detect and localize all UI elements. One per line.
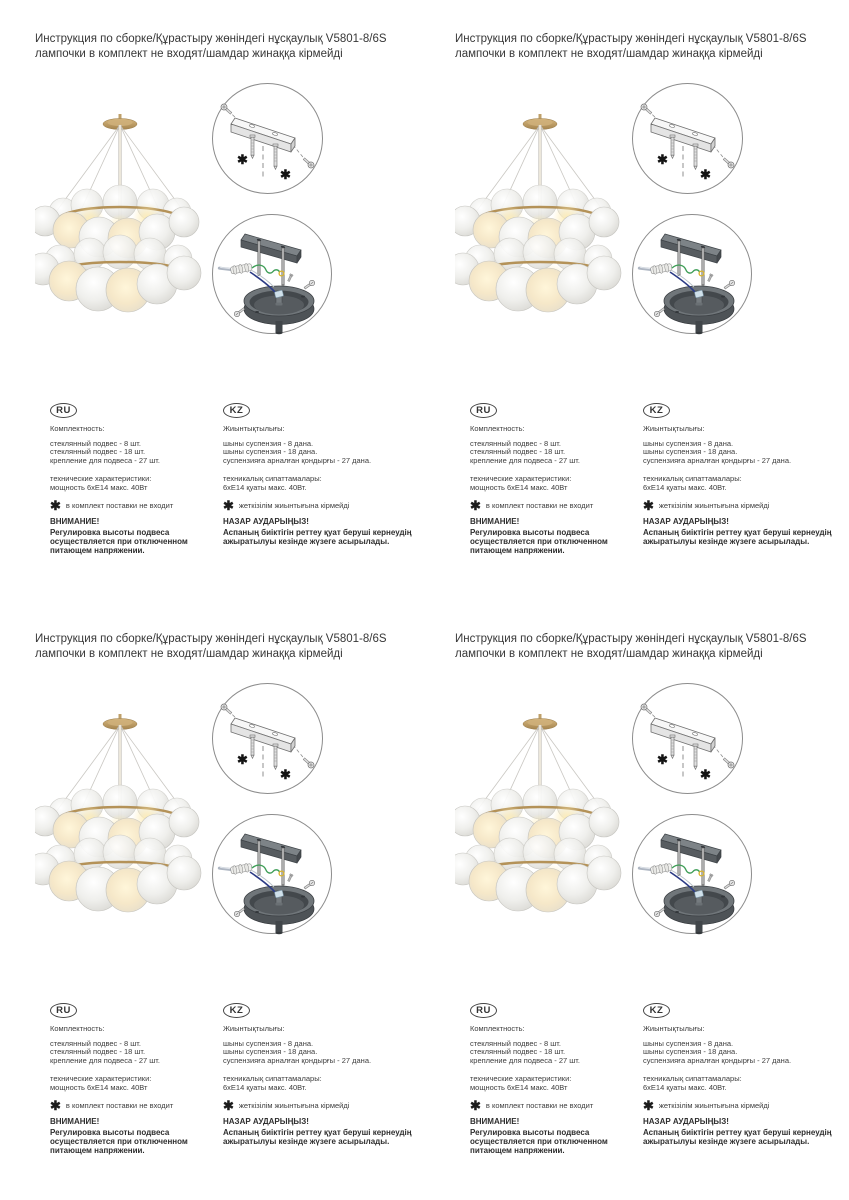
footnote-mark-icon: ✱: [643, 1098, 654, 1114]
title-line-2: лампочки в комплект не входят/шамдар жинаққа кірмейді: [455, 48, 763, 60]
kz-warning-title: НАЗАР АУДАРЫҢЫЗ!: [643, 517, 729, 527]
list-item: суспензияға арналған қондырғы - 27 дана.: [223, 1055, 372, 1065]
ru-tech-heading: технические характеристики:: [50, 474, 152, 484]
kz-tech-heading: техникалық сипаттамалары:: [643, 1074, 742, 1084]
ru-completeness-heading: Комплектность:: [470, 1024, 525, 1033]
ru-tech-line: мощность 6хЕ14 макс. 40Вт: [50, 1083, 148, 1093]
title-line-1: Инструкция по сборке/Құрастыру жөніндегі нұсқаулық V5801-8/6S: [35, 633, 387, 645]
ru-completeness-heading: Комплектность:: [50, 1024, 105, 1033]
list-item: суспензияға арналған қондырғы - 27 дана.: [643, 1055, 792, 1065]
sheet-title: [35, 32, 387, 62]
wall-anchor-left: [250, 735, 255, 758]
kz-section: [643, 400, 849, 546]
mounting-bracket-diagram: [631, 682, 744, 795]
ru-tech-heading: технические характеристики:: [470, 474, 572, 484]
list-item: стеклянный подвес - 8 шт.: [50, 439, 141, 448]
title-line-1: Инструкция по сборке/Құрастыру жөніндегі нұсқаулық V5801-8/6S: [455, 633, 807, 645]
kz-completeness-heading: Жиынтықтылығы:: [223, 424, 285, 433]
title-line-2: лампочки в комплект не входят/шамдар жинаққа кірмейді: [35, 648, 343, 660]
kz-footnote: [643, 1098, 849, 1114]
ru-warning-title: ВНИМАНИЕ!: [50, 517, 100, 527]
list-item: шыны суспензия - 8 дана.: [223, 1039, 314, 1048]
ru-badge: RU: [50, 403, 77, 418]
kz-items: [643, 440, 849, 465]
instruction-sheet-4: [450, 630, 849, 1200]
kz-badge: KZ: [643, 1003, 670, 1018]
list-item: шыны суспензия - 8 дана.: [223, 439, 314, 448]
ru-tech-heading: технические характеристики:: [50, 1074, 152, 1084]
list-item: шыны суспензия - 18 дана.: [223, 1047, 318, 1057]
wall-anchor-left: [250, 135, 255, 158]
mounting-bracket-diagram: [211, 82, 324, 195]
list-item: суспензияға арналған қондырғы - 27 дана.: [643, 455, 792, 465]
ru-items: [470, 1040, 638, 1065]
ru-tech-line: мощность 6хЕ14 макс. 40Вт: [50, 483, 148, 493]
footnote-mark-icon: ✱: [237, 752, 248, 767]
kz-items: [643, 1040, 849, 1065]
kz-completeness-heading: Жиынтықтылығы:: [223, 1024, 285, 1033]
kz-warning-body: Аспаның биіктігін реттеу қуат беруші кернеудің ажыратылуы кезінде жүзеге асырылады.: [223, 1127, 412, 1147]
footnote-mark-icon: ✱: [470, 498, 481, 514]
ru-footnote-text: в комплект поставки не входит: [65, 501, 174, 511]
kz-warning-body: Аспаның биіктігін реттеу қуат беруші кернеудің ажыратылуы кезінде жүзеге асырылады.: [223, 527, 412, 547]
ru-warning-body: Регулировка высоты подвеса осуществляется при отключенном питающем напряжении.: [50, 1127, 188, 1156]
list-item: шыны суспензия - 8 дана.: [643, 439, 734, 448]
kz-badge: KZ: [223, 1003, 250, 1018]
list-item: стеклянный подвес - 18 шт.: [50, 447, 146, 457]
list-item: шыны суспензия - 18 дана.: [643, 447, 738, 457]
ru-items: [50, 440, 218, 465]
kz-tech-heading: техникалық сипаттамалары:: [643, 474, 742, 484]
chandelier-photo: [35, 108, 215, 338]
ru-footnote-text: в комплект поставки не входит: [485, 1101, 594, 1111]
wall-anchor-left: [670, 135, 675, 158]
ru-footnote: [470, 1098, 638, 1114]
kz-footnote-text: жеткізілім жиынтығына кірмейді: [238, 1101, 350, 1111]
wall-anchor-right: [273, 144, 278, 169]
ru-warning-title: ВНИМАНИЕ!: [470, 517, 520, 527]
footnote-mark-icon: ✱: [223, 1098, 234, 1114]
ru-warning-title: ВНИМАНИЕ!: [50, 1117, 100, 1127]
ru-completeness-heading: Комплектность:: [50, 424, 105, 433]
ru-section: [470, 400, 638, 556]
mounting-bracket-diagram: [211, 682, 324, 795]
wall-anchor-left: [670, 735, 675, 758]
footnote-mark-icon: ✱: [237, 152, 248, 167]
ru-items: [50, 1040, 218, 1065]
kz-badge: KZ: [223, 403, 250, 418]
ru-items: [470, 440, 638, 465]
ru-footnote: [50, 1098, 218, 1114]
ru-completeness-heading: Комплектность:: [470, 424, 525, 433]
kz-tech-line: 6хЕ14 қуаты макс. 40Вт.: [643, 483, 727, 493]
list-item: крепление для подвеса - 27 шт.: [50, 1055, 160, 1065]
kz-section: [223, 1000, 435, 1146]
footnote-mark-icon: ✱: [700, 767, 711, 782]
kz-warning-title: НАЗАР АУДАРЫҢЫЗ!: [223, 517, 309, 527]
chandelier-photo: [35, 708, 215, 938]
kz-warning-body: Аспаның биіктігін реттеу қуат беруші кернеудің ажыратылуы кезінде жүзеге асырылады.: [643, 527, 832, 547]
instruction-sheet-1: [30, 30, 430, 600]
kz-footnote: [223, 1098, 435, 1114]
kz-tech-line: 6хЕ14 қуаты макс. 40Вт.: [223, 1083, 307, 1093]
title-line-2: лампочки в комплект не входят/шамдар жинаққа кірмейді: [455, 648, 763, 660]
ru-footnote-text: в комплект поставки не входит: [65, 1101, 174, 1111]
ru-badge: RU: [470, 403, 497, 418]
ru-tech-line: мощность 6хЕ14 макс. 40Вт: [470, 483, 568, 493]
kz-section: [643, 1000, 849, 1146]
title-line-1: Инструкция по сборке/Құрастыру жөніндегі нұсқаулық V5801-8/6S: [35, 33, 387, 45]
kz-footnote-text: жеткізілім жиынтығына кірмейді: [238, 501, 350, 511]
footnote-mark-icon: ✱: [50, 498, 61, 514]
canopy-wiring-diagram: [211, 812, 333, 936]
list-item: стеклянный подвес - 8 шт.: [470, 439, 561, 448]
footnote-mark-icon: ✱: [280, 767, 291, 782]
kz-tech-heading: техникалық сипаттамалары:: [223, 1074, 322, 1084]
kz-completeness-heading: Жиынтықтылығы:: [643, 1024, 705, 1033]
kz-badge: KZ: [643, 403, 670, 418]
ru-warning-body: Регулировка высоты подвеса осуществляется при отключенном питающем напряжении.: [470, 527, 608, 556]
sheet-title: [35, 632, 387, 662]
footnote-mark-icon: ✱: [657, 752, 668, 767]
kz-footnote-text: жеткізілім жиынтығына кірмейді: [658, 501, 770, 511]
ru-footnote-text: в комплект поставки не входит: [485, 501, 594, 511]
ru-warning-body: Регулировка высоты подвеса осуществляется при отключенном питающем напряжении.: [50, 527, 188, 556]
ru-warning-body: Регулировка высоты подвеса осуществляется при отключенном питающем напряжении.: [470, 1127, 608, 1156]
ru-footnote: [470, 498, 638, 514]
canopy-wiring-diagram: [211, 212, 333, 336]
kz-footnote: [223, 498, 435, 514]
ru-tech-line: мощность 6хЕ14 макс. 40Вт: [470, 1083, 568, 1093]
title-line-1: Инструкция по сборке/Құрастыру жөніндегі нұсқаулық V5801-8/6S: [455, 33, 807, 45]
ru-badge: RU: [470, 1003, 497, 1018]
wall-anchor-right: [693, 144, 698, 169]
footnote-mark-icon: ✱: [643, 498, 654, 514]
list-item: крепление для подвеса - 27 шт.: [470, 1055, 580, 1065]
list-item: крепление для подвеса - 27 шт.: [470, 455, 580, 465]
list-item: стеклянный подвес - 18 шт.: [470, 1047, 566, 1057]
list-item: шыны суспензия - 18 дана.: [223, 447, 318, 457]
wall-anchor-right: [693, 744, 698, 769]
list-item: стеклянный подвес - 8 шт.: [50, 1039, 141, 1048]
list-item: шыны суспензия - 8 дана.: [643, 1039, 734, 1048]
ru-footnote: [50, 498, 218, 514]
wall-anchor-right: [273, 744, 278, 769]
chandelier-photo: [455, 108, 635, 338]
kz-warning-title: НАЗАР АУДАРЫҢЫЗ!: [223, 1117, 309, 1127]
list-item: стеклянный подвес - 8 шт.: [470, 1039, 561, 1048]
kz-tech-heading: техникалық сипаттамалары:: [223, 474, 322, 484]
kz-tech-line: 6хЕ14 қуаты макс. 40Вт.: [643, 1083, 727, 1093]
instruction-sheet-3: [30, 630, 430, 1200]
canopy-wiring-diagram: [631, 812, 753, 936]
instruction-sheet-2: [450, 30, 849, 600]
canopy-wiring-diagram: [631, 212, 753, 336]
ru-badge: RU: [50, 1003, 77, 1018]
list-item: стеклянный подвес - 18 шт.: [470, 447, 566, 457]
kz-items: [223, 1040, 435, 1065]
kz-completeness-heading: Жиынтықтылығы:: [643, 424, 705, 433]
footnote-mark-icon: ✱: [280, 167, 291, 182]
kz-section: [223, 400, 435, 546]
kz-warning-title: НАЗАР АУДАРЫҢЫЗ!: [643, 1117, 729, 1127]
kz-footnote: [643, 498, 849, 514]
kz-footnote-text: жеткізілім жиынтығына кірмейді: [658, 1101, 770, 1111]
kz-tech-line: 6хЕ14 қуаты макс. 40Вт.: [223, 483, 307, 493]
ru-section: [470, 1000, 638, 1156]
list-item: шыны суспензия - 18 дана.: [643, 1047, 738, 1057]
footnote-mark-icon: ✱: [50, 1098, 61, 1114]
sheet-title: [455, 632, 807, 662]
sheet-title: [455, 32, 807, 62]
chandelier-photo: [455, 708, 635, 938]
ru-warning-title: ВНИМАНИЕ!: [470, 1117, 520, 1127]
footnote-mark-icon: ✱: [657, 152, 668, 167]
ru-section: [50, 400, 218, 556]
footnote-mark-icon: ✱: [470, 1098, 481, 1114]
title-line-2: лампочки в комплект не входят/шамдар жинаққа кірмейді: [35, 48, 343, 60]
ru-tech-heading: технические характеристики:: [470, 1074, 572, 1084]
ru-section: [50, 1000, 218, 1156]
list-item: крепление для подвеса - 27 шт.: [50, 455, 160, 465]
kz-items: [223, 440, 435, 465]
footnote-mark-icon: ✱: [223, 498, 234, 514]
list-item: суспензияға арналған қондырғы - 27 дана.: [223, 455, 372, 465]
mounting-bracket-diagram: [631, 82, 744, 195]
list-item: стеклянный подвес - 18 шт.: [50, 1047, 146, 1057]
kz-warning-body: Аспаның биіктігін реттеу қуат беруші кернеудің ажыратылуы кезінде жүзеге асырылады.: [643, 1127, 832, 1147]
footnote-mark-icon: ✱: [700, 167, 711, 182]
